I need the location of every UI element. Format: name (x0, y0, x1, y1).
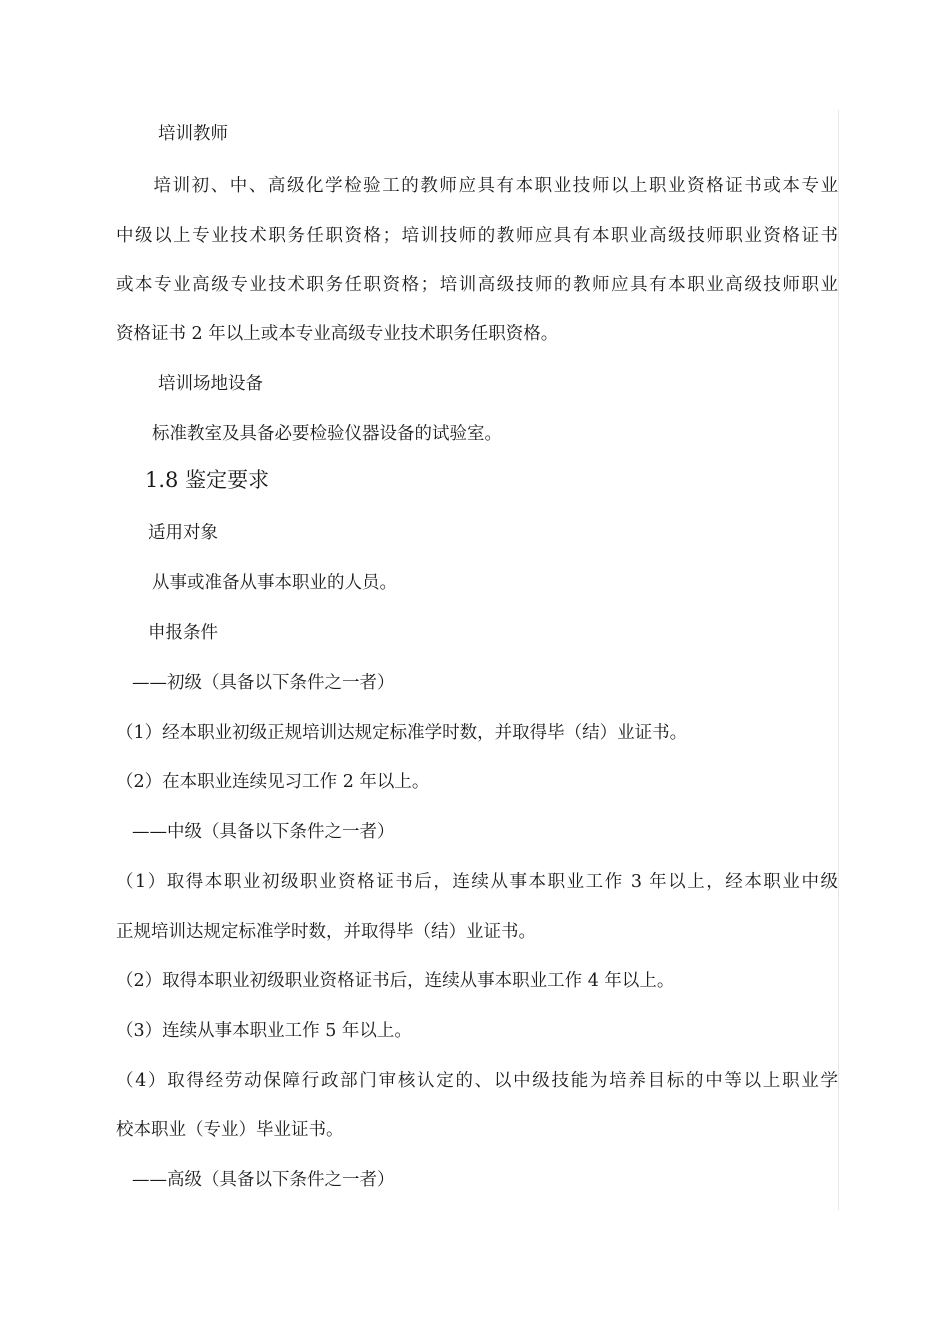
primary-level-label: ——初级（具备以下条件之一者） (132, 673, 395, 693)
intermediate-item-1-line-1: （1）取得本职业初级职业资格证书后，连续从事本职业工作 3 年以上，经本职业中级 (116, 872, 838, 892)
training-teacher-heading: 培训教师 (158, 124, 228, 144)
section-heading-1-8: 1.8 鉴定要求 (145, 468, 270, 492)
advanced-level-label: ——高级（具备以下条件之一者） (132, 1170, 395, 1190)
training-site-text: 标准教室及具备必要检验仪器设备的试验室。 (152, 424, 502, 444)
intermediate-item-4-line-1: （4）取得经劳动保障行政部门审核认定的、以中级技能为培养目标的中等以上职业学 (116, 1071, 838, 1091)
training-teacher-line-1: 培训初、中、高级化学检验工的教师应具有本职业技师以上职业资格证书或本专业 (152, 176, 838, 196)
conditions-heading: 申报条件 (148, 623, 218, 643)
intermediate-item-1-line-2: 正规培训达规定标准学时数，并取得毕（结）业证书。 (116, 922, 536, 942)
page-edge (838, 110, 839, 1210)
training-teacher-line-2: 中级以上专业技术职务任职资格；培训技师的教师应具有本职业高级技师职业资格证书 (116, 226, 838, 246)
training-site-heading: 培训场地设备 (158, 374, 263, 394)
primary-item-1: （1）经本职业初级正规培训达规定标准学时数，并取得毕（结）业证书。 (116, 723, 688, 743)
intermediate-item-3: （3）连续从事本职业工作 5 年以上。 (116, 1021, 412, 1041)
intermediate-item-4-line-2: 校本职业（专业）毕业证书。 (116, 1120, 344, 1140)
applicable-heading: 适用对象 (148, 523, 218, 543)
training-teacher-line-4: 资格证书 2 年以上或本专业高级专业技术职务任职资格。 (116, 324, 559, 344)
intermediate-item-2: （2）取得本职业初级职业资格证书后，连续从事本职业工作 4 年以上。 (116, 971, 675, 991)
intermediate-level-label: ——中级（具备以下条件之一者） (132, 822, 395, 842)
primary-item-2: （2）在本职业连续见习工作 2 年以上。 (116, 772, 430, 792)
training-teacher-line-3: 或本专业高级专业技术职务任职资格；培训高级技师的教师应具有本职业高级技师职业 (116, 275, 838, 295)
applicable-text: 从事或准备从事本职业的人员。 (152, 573, 397, 593)
